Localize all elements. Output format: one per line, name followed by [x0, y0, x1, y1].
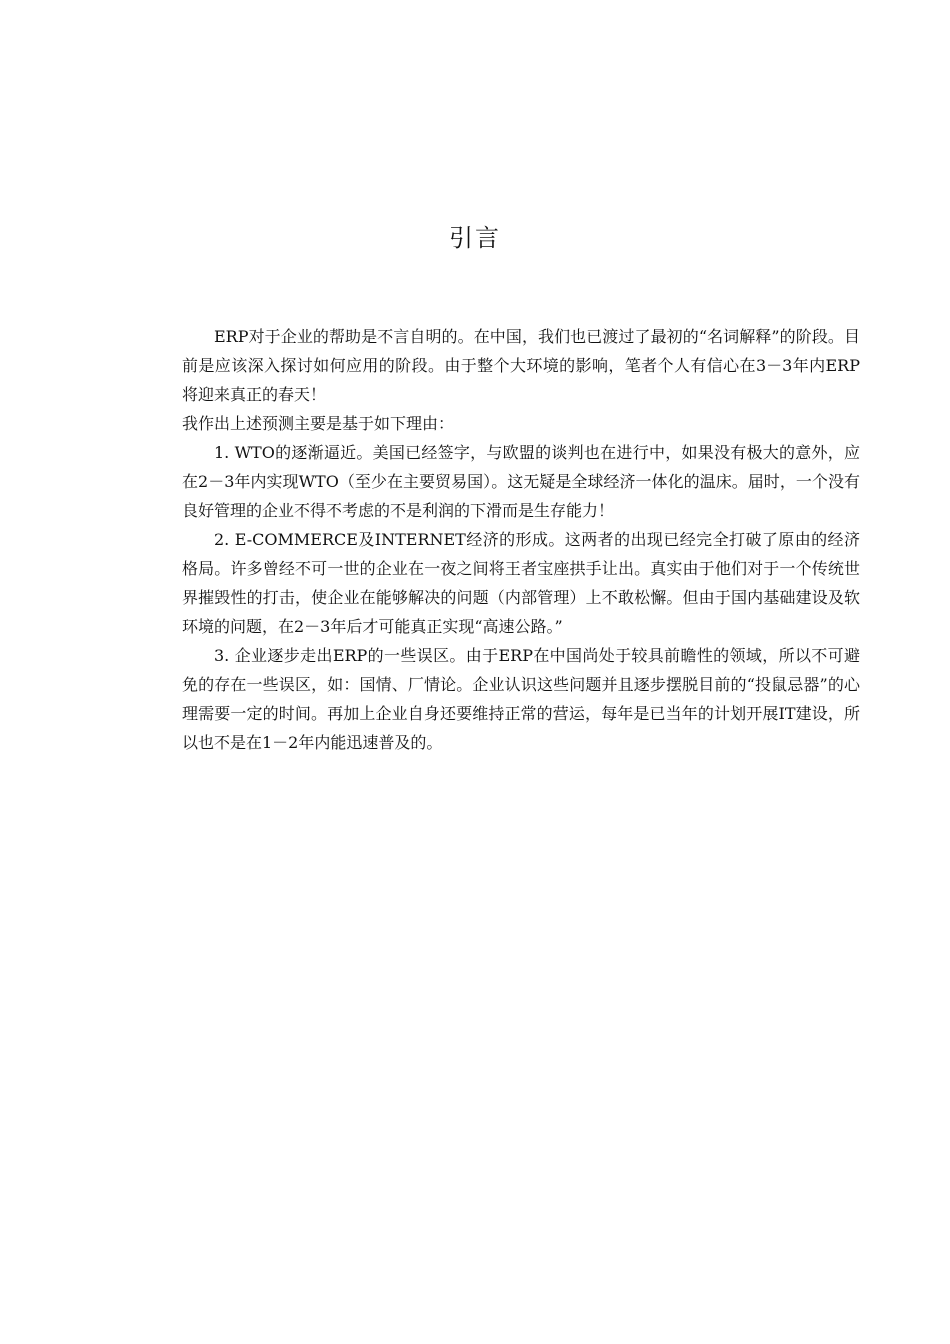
page-title: 引言: [449, 224, 501, 252]
paragraph-reason-2: 2. E-COMMERCE及INTERNET经济的形成。这两者的出现已经完全打破了原由的经济格局。许多曾经不可一世的企业在一夜之间将王者宝座拱手让出。真实由于他们对于一个传统世界摧毁性的打击，使企业在能够解决的问题（内部管理）上不敢松懈。但由于国内基础建设及软环境的问题，在2－3年后才可能真正实现“高速公路。”: [182, 530, 860, 636]
paragraph-reason-1: 1. WTO的逐渐逼近。美国已经签字，与欧盟的谈判也在进行中，如果没有极大的意外，应在2－3年内实现WTO（至少在主要贸易国）。这无疑是全球经济一体化的温床。届时，一个没有良好管理的企业不得不考虑的不是利润的下滑而是生存能力！: [182, 443, 860, 520]
paragraph-reason-3: 3. 企业逐步走出ERP的一些误区。由于ERP在中国尚处于较具前瞻性的领域，所以不可避免的存在一些误区，如：国情、厂情论。企业认识这些问题并且逐步摆脱目前的“投鼠忌器”的心理需要一定的时间。再加上企业自身还要维持正常的营运，每年是已当年的计划开展IT建设，所以也不是在1－2年内能迅速普及的。: [182, 646, 860, 752]
paragraph-intro: ERP对于企业的帮助是不言自明的。在中国，我们也已渡过了最初的“名词解释”的阶段。目前是应该深入探讨如何应用的阶段。由于整个大环境的影响，笔者个人有信心在3－3年内ERP将迎来真正的春天！: [182, 327, 860, 404]
document-body: [182, 322, 860, 757]
paragraph-reasons-lead: 我作出上述预测主要是基于如下理由：: [182, 414, 455, 433]
